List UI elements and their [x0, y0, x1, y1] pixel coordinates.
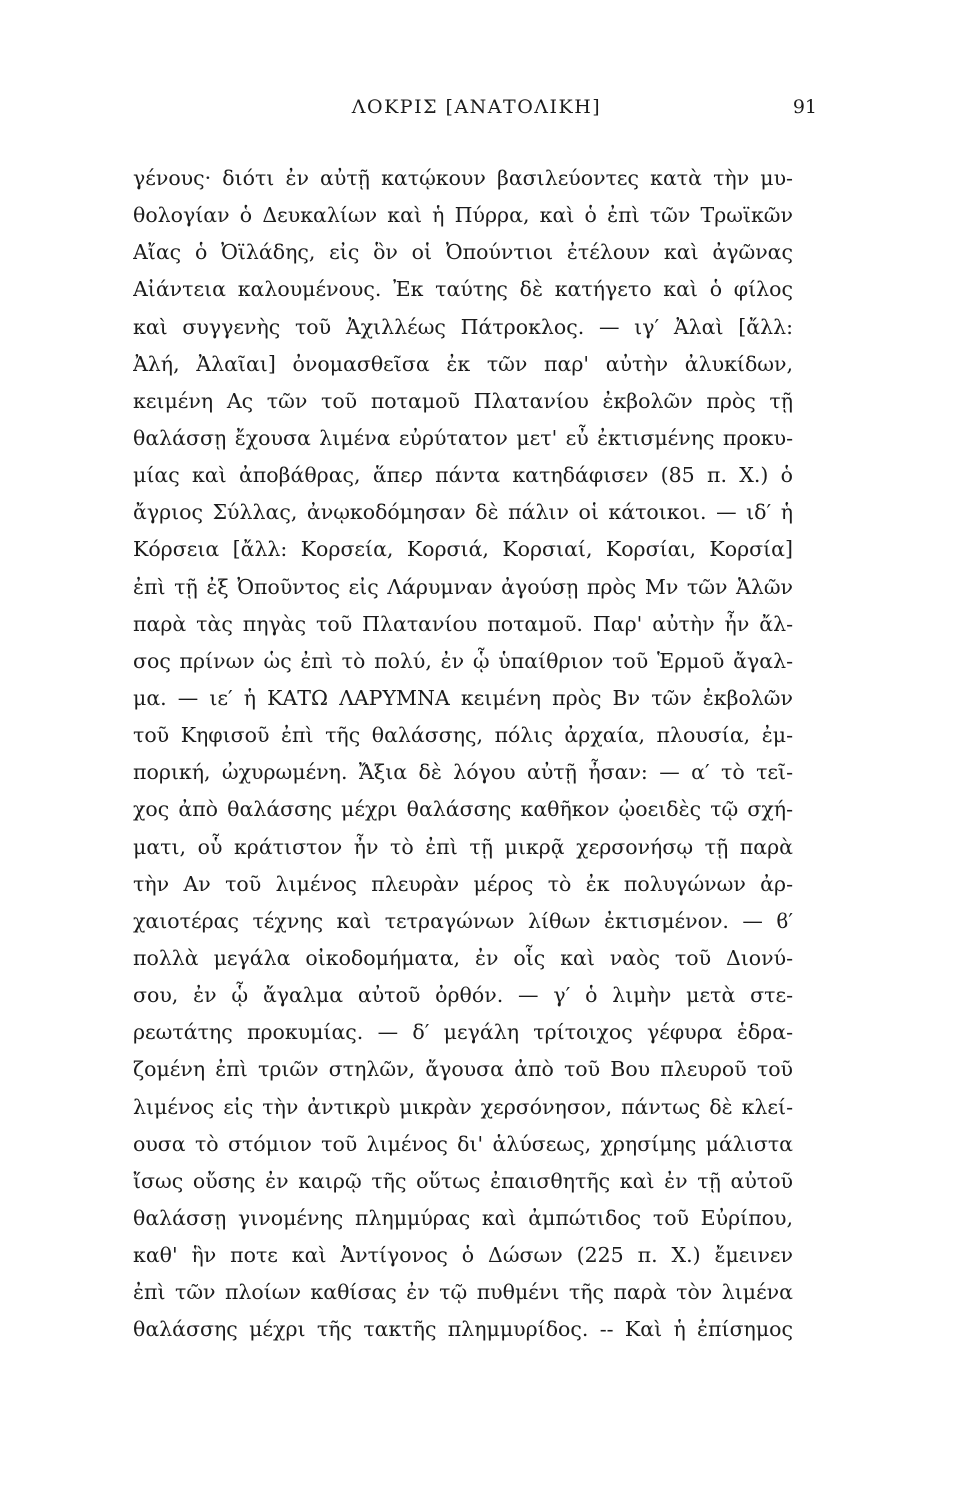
text-line: παρὰ τὰς πηγὰς τοῦ Πλατανίου ποταμοῦ. Παρ' αὐτὴν ἦν ἄλ-	[133, 611, 793, 636]
text-line: ρεωτάτης προκυμίας. — δ′ μεγάλη τρίτοιχος γέφυρα ἑδρα-	[133, 1020, 793, 1045]
text-line: θαλάσσης μέχρι τῆς τακτῆς πλημμυρίδος. -- Καὶ ἡ ἐπίσημος	[133, 1317, 793, 1342]
body-text	[133, 160, 793, 1349]
text-line: λιμένος εἰς τὴν ἀντικρὺ μικρὰν χερσόνησον, πάντως δὲ κλεί-	[133, 1094, 793, 1119]
text-line: ουσα τὸ στόμιον τοῦ λιμένος δι' ἁλύσεως, χρησίμης μάλιστα	[133, 1131, 793, 1156]
page-number: 91	[792, 96, 817, 118]
text-line: σος πρίνων ὡς ἐπὶ τὸ πολύ, ἐν ᾧ ὑπαίθριον τοῦ Ἑρμοῦ ἄγαλ-	[133, 648, 793, 673]
text-line: ἴσως οὔσης ἐν καιρῷ τῆς οὕτως ἐπαισθητῆς καὶ ἐν τῇ αὐτοῦ	[133, 1168, 793, 1193]
text-line: μα. — ιε′ ἡ ΚΑΤΩ ΛΑΡΥΜΝΑ κειμένη πρὸς Bν τῶν ἐκβολῶν	[133, 685, 793, 710]
text-line: πορική, ὠχυρωμένη. Ἄξια δὲ λόγου αὐτῇ ἦσαν: — α′ τὸ τεῖ-	[133, 760, 793, 785]
text-line: Αἰάντεια καλουμένους. Ἐκ ταύτης δὲ κατήγετο καὶ ὁ φίλος	[133, 277, 793, 302]
text-line: Κόρσεια [ἄλλ: Κορσεία, Κορσιά, Κορσιαί, Κορσίαι, Κορσία]	[133, 537, 793, 562]
running-head: ΛΟΚΡΙΣ [ΑΝΑΤΟΛΙΚΗ]	[351, 96, 602, 118]
text-line: Ἀλή, Ἀλαῖαι] ὀνομασθεῖσα ἐκ τῶν παρ' αὐτὴν ἀλυκίδων,	[133, 351, 793, 376]
page-header	[0, 96, 953, 126]
text-line: ζομένη ἐπὶ τριῶν στηλῶν, ἄγουσα ἀπὸ τοῦ Bου πλευροῦ τοῦ	[133, 1057, 793, 1082]
text-line: χαιοτέρας τέχνης καὶ τετραγώνων λίθων ἐκτισμένον. — ϐ′	[133, 908, 793, 933]
text-line: τοῦ Κηφισοῦ ἐπὶ τῆς θαλάσσης, πόλις ἀρχαία, πλουσία, ἐμ-	[133, 723, 793, 748]
text-line: τὴν Aν τοῦ λιμένος πλευρὰν μέρος τὸ ἐκ πολυγώνων ἀρ-	[133, 871, 793, 896]
text-line: θολογίαν ὁ Δευκαλίων καὶ ἡ Πύρρα, καὶ ὁ ἐπὶ τῶν Τρωϊκῶν	[133, 203, 793, 228]
text-line: ἐπὶ τῶν πλοίων καθίσας ἐν τῷ πυθμένι τῆς παρὰ τὸν λιμένα	[133, 1280, 793, 1305]
text-line: ἄγριος Σύλλας, ἀνῳκοδόμησαν δὲ πάλιν οἱ κάτοικοι. — ιδ′ ἡ	[133, 500, 793, 525]
text-line: ἐπὶ τῇ ἐξ Ὀποῦντος εἰς Λάρυμναν ἀγούσῃ πρὸς Mν τῶν Ἁλῶν	[133, 574, 793, 599]
text-line: μίας καὶ ἀποβάθρας, ἅπερ πάντα κατηδάφισεν (85 π. Χ.) ὁ	[133, 463, 793, 488]
text-line: γένους· διότι ἐν αὐτῇ κατῴκουν βασιλεύοντες κατὰ τὴν μυ-	[133, 166, 793, 190]
text-line: Αἴας ὁ Ὀϊλάδης, εἰς ὃν οἱ Ὀπούντιοι ἐτέλουν καὶ ἀγῶνας	[133, 240, 793, 265]
text-line: καὶ συγγενὴς τοῦ Ἀχιλλέως Πάτροκλος. — ιγ′ Ἀλαὶ [ἄλλ:	[133, 314, 793, 339]
text-line: σου, ἐν ᾧ ἄγαλμα αὐτοῦ ὀρθόν. — γ′ ὁ λιμὴν μετὰ στε-	[133, 983, 793, 1008]
text-line: κειμένη Aς τῶν τοῦ ποταμοῦ Πλατανίου ἐκβολῶν πρὸς τῇ	[133, 388, 793, 413]
text-line: καθ' ἣν ποτε καὶ Ἀντίγονος ὁ Δώσων (225 π. Χ.) ἔμεινεν	[133, 1243, 793, 1268]
text-line: χος ἀπὸ θαλάσσης μέχρι θαλάσσης καθῆκον ᾠοειδὲς τῷ σχή-	[133, 797, 793, 822]
text-line: θαλάσσῃ γινομένης πλημμύρας καὶ ἀμπώτιδος τοῦ Εὐρίπου,	[133, 1205, 793, 1230]
text-line: θαλάσσῃ ἔχουσα λιμένα εὐρύτατον μετ' εὖ ἐκτισμένης προκυ-	[133, 425, 793, 450]
text-line: πολλὰ μεγάλα οἰκοδομήματα, ἐν οἷς καὶ ναὸς τοῦ Διονύ-	[133, 945, 793, 970]
text-line: ματι, οὗ κράτιστον ἦν τὸ ἐπὶ τῇ μικρᾷ χερσονήσῳ τῇ παρὰ	[133, 834, 793, 859]
